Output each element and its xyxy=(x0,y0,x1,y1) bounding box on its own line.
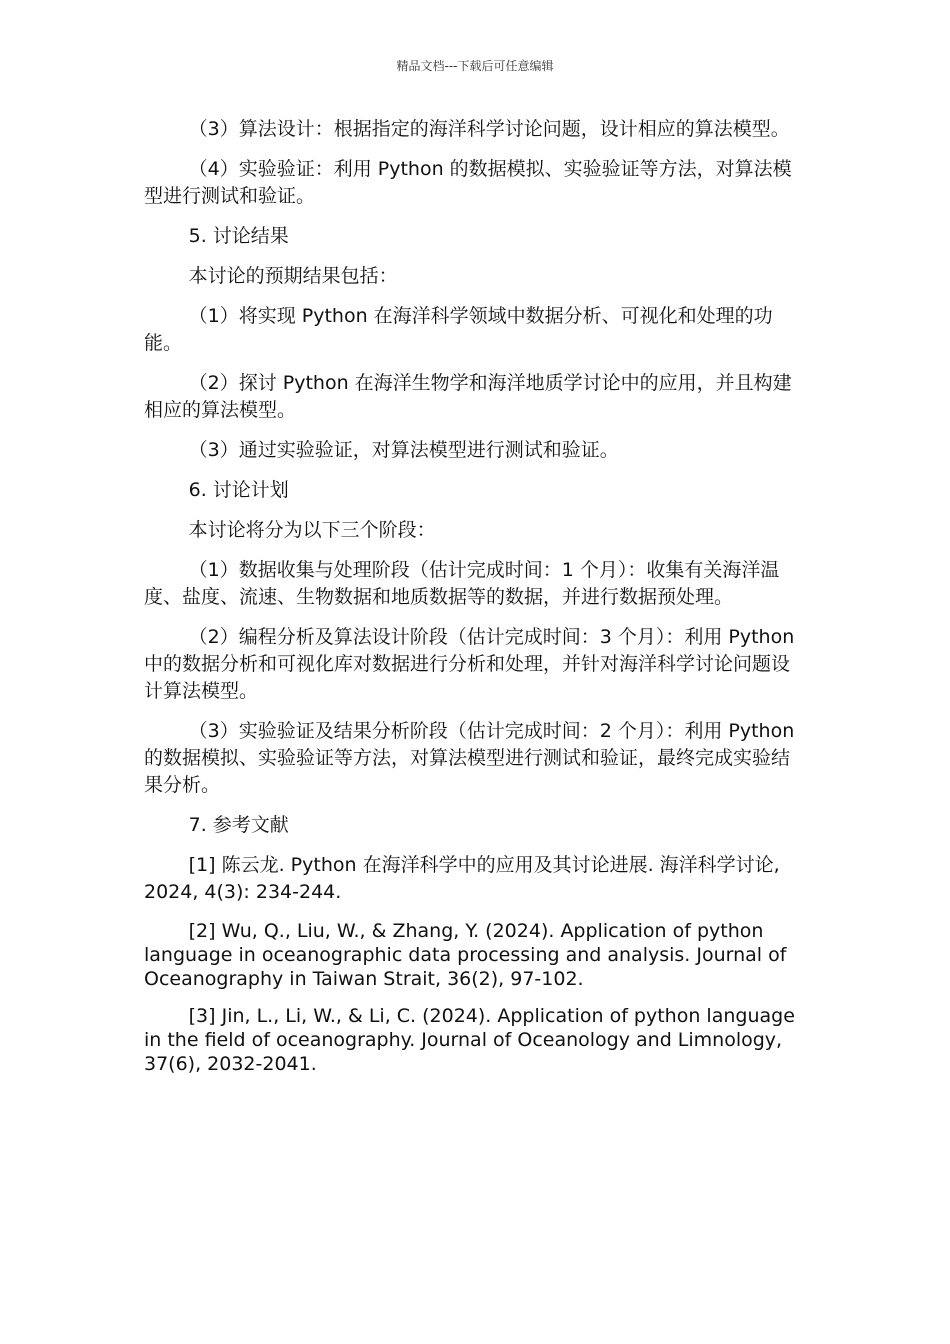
section-heading-plan: 6. 讨论计划 xyxy=(188,479,289,501)
document-body xyxy=(144,116,806,1089)
paragraph-plan-stage-2: （2）编程分析及算法设计阶段（估计完成时间：3 个月）：利用 Python 中的数据分析和可视化库对数据进行分析和处理，并针对海洋科学讨论问题设计算法模型。 xyxy=(144,626,795,702)
paragraph-result-1: （1）将实现 Python 在海洋科学领域中数据分析、可视化和处理的功能。 xyxy=(144,305,773,354)
reference-3: [3] Jin, L., Li, W., & Li, C. (2024). Application of python language in the field of oceanography. Journal of Oceanology and Limnology, 37(6), 2032-2041. xyxy=(144,1005,795,1075)
section-heading-results: 5. 讨论结果 xyxy=(188,225,289,247)
paragraph-plan-stage-3: （3）实验验证及结果分析阶段（估计完成时间：2 个月）：利用 Python 的数据模拟、实验验证等方法，对算法模型进行测试和验证，最终完成实验结果分析。 xyxy=(144,720,795,796)
paragraph-results-intro: 本讨论的预期结果包括： xyxy=(188,265,398,287)
paragraph-plan-intro: 本讨论将分为以下三个阶段： xyxy=(188,519,436,541)
page-header: 精品文档---下载后可任意编辑 xyxy=(396,59,554,73)
paragraph-result-3: （3）通过实验验证，对算法模型进行测试和验证。 xyxy=(188,439,619,461)
paragraph-experiment-validation: （4）实验验证：利用 Python 的数据模拟、实验验证等方法，对算法模型进行测试和验证。 xyxy=(144,158,792,207)
section-heading-references: 7. 参考文献 xyxy=(188,814,289,836)
paragraph-algorithm-design: （3）算法设计：根据指定的海洋科学讨论问题，设计相应的算法模型。 xyxy=(188,118,790,140)
paragraph-result-2: （2）探讨 Python 在海洋生物学和海洋地质学讨论中的应用，并且构建相应的算法模型。 xyxy=(144,372,792,421)
reference-2: [2] Wu, Q., Liu, W., & Zhang, Y. (2024). Application of python language in oceanographic data processing and analysis. Journal of Oceanography in Taiwan Strait, 36(2), 97-102. xyxy=(144,920,787,990)
paragraph-plan-stage-1: （1）数据收集与处理阶段（估计完成时间：1 个月）：收集有关海洋温度、盐度、流速、生物数据和地质数据等的数据，并进行数据预处理。 xyxy=(144,559,780,608)
reference-1: [1] 陈云龙. Python 在海洋科学中的应用及其讨论进展. 海洋科学讨论, 2024, 4(3): 234-244. xyxy=(144,854,780,903)
